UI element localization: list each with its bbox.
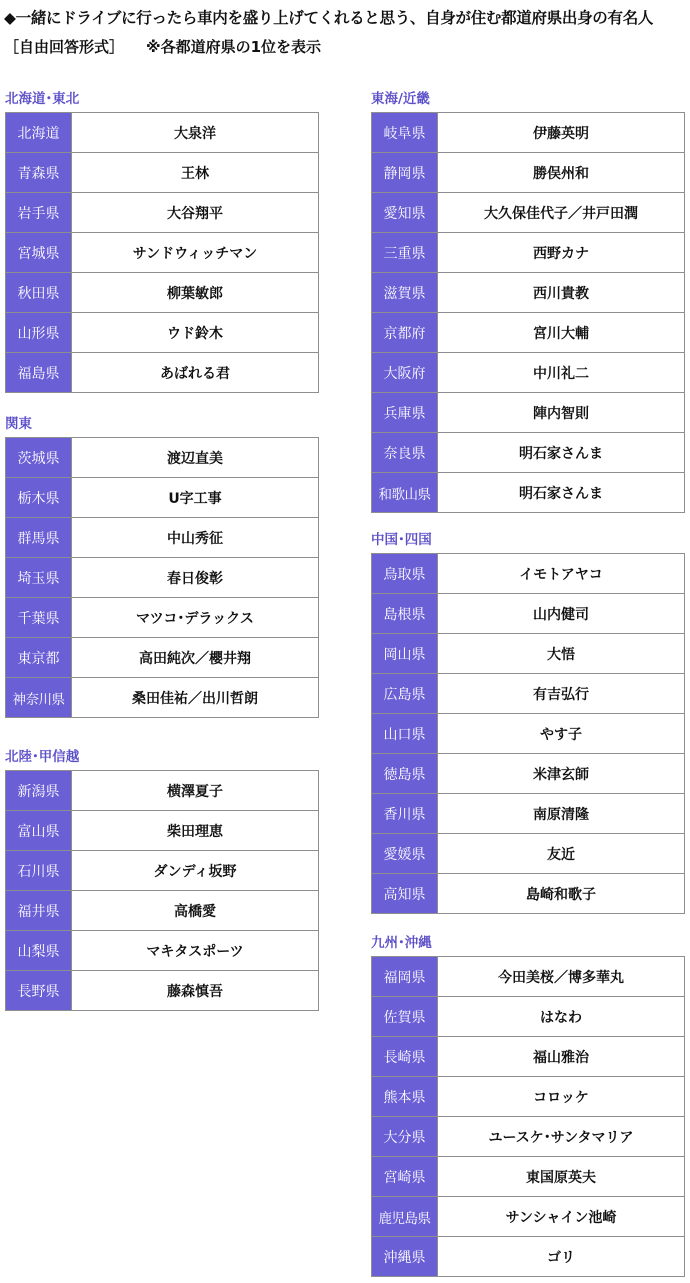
prefecture-cell: 広島県 [372, 674, 438, 713]
table-row [6, 971, 318, 1011]
table-row [6, 153, 318, 193]
celebrity-cell: マツコ･デラックス [72, 598, 318, 637]
prefecture-cell: 徳島県 [372, 754, 438, 793]
celebrity-cell: 明石家さんま [438, 433, 684, 472]
celebrity-cell: 渡辺直美 [72, 438, 318, 477]
celebrity-cell: 山内健司 [438, 594, 684, 633]
celebrity-cell: 友近 [438, 834, 684, 873]
celebrity-cell: 中川礼二 [438, 353, 684, 392]
table-row [372, 273, 684, 313]
prefecture-cell: 青森県 [6, 153, 72, 192]
prefecture-cell: 福岡県 [372, 957, 438, 996]
table-row [372, 1037, 684, 1077]
prefecture-cell: 山形県 [6, 313, 72, 352]
celebrity-cell: 大谷翔平 [72, 193, 318, 232]
celebrity-cell: ゴリ [438, 1237, 684, 1276]
region-title: 関東 [5, 416, 32, 432]
celebrity-cell: はなわ [438, 997, 684, 1036]
celebrity-cell: 大泉洋 [72, 113, 318, 152]
table-row [372, 1117, 684, 1157]
celebrity-cell: 今田美桜／博多華丸 [438, 957, 684, 996]
table-row [6, 598, 318, 638]
table-row [372, 1237, 684, 1277]
table-row [372, 1197, 684, 1237]
table-row [372, 674, 684, 714]
table-row [372, 473, 684, 513]
prefecture-cell: 山口県 [372, 714, 438, 753]
table-row [372, 554, 684, 594]
celebrity-cell: 勝俣州和 [438, 153, 684, 192]
prefecture-cell: 鹿児島県 [372, 1197, 438, 1236]
page-subtitle [4, 36, 321, 57]
prefecture-cell: 鳥取県 [372, 554, 438, 593]
prefecture-cell: 岐阜県 [372, 113, 438, 152]
table-row [372, 1157, 684, 1197]
prefecture-cell: 福井県 [6, 891, 72, 930]
table-row [372, 393, 684, 433]
prefecture-cell: 滋賀県 [372, 273, 438, 312]
region-block [5, 748, 319, 1011]
prefecture-cell: 兵庫県 [372, 393, 438, 432]
prefecture-cell: 島根県 [372, 594, 438, 633]
table-row [6, 478, 318, 518]
table-row [372, 1077, 684, 1117]
celebrity-cell: 明石家さんま [438, 473, 684, 512]
celebrity-cell: やす子 [438, 714, 684, 753]
table-row [372, 193, 684, 233]
table-row [6, 678, 318, 718]
prefecture-cell: 岡山県 [372, 634, 438, 673]
table-row [6, 811, 318, 851]
table-row [6, 638, 318, 678]
table-row [372, 153, 684, 193]
region-title: 九州･沖縄 [371, 935, 432, 951]
table-row [6, 771, 318, 811]
prefecture-cell: 熊本県 [372, 1077, 438, 1116]
prefecture-cell: 宮城県 [6, 233, 72, 272]
prefecture-cell: 長崎県 [372, 1037, 438, 1076]
table-row [372, 874, 684, 914]
celebrity-cell: 高橋愛 [72, 891, 318, 930]
table-row [372, 233, 684, 273]
table-row [372, 113, 684, 153]
prefecture-cell: 高知県 [372, 874, 438, 913]
table-row [372, 997, 684, 1037]
region-block [371, 90, 685, 513]
region-title: 北海道･東北 [5, 91, 80, 107]
table-row [372, 754, 684, 794]
region-block [371, 934, 685, 1277]
table-row [6, 558, 318, 598]
prefecture-cell: 三重県 [372, 233, 438, 272]
celebrity-cell: イモトアヤコ [438, 554, 684, 593]
prefecture-cell: 京都府 [372, 313, 438, 352]
celebrity-cell: 藤森慎吾 [72, 971, 318, 1010]
region-table [5, 112, 319, 393]
answer-format-label: ［自由回答形式］ [4, 38, 125, 56]
table-row [6, 438, 318, 478]
region-block [5, 415, 319, 718]
table-row [6, 313, 318, 353]
table-row [6, 193, 318, 233]
prefecture-cell: 新潟県 [6, 771, 72, 810]
note-label: ※各都道府県の1位を表示 [146, 38, 322, 56]
celebrity-cell: 宮川大輔 [438, 313, 684, 352]
celebrity-cell: 高田純次／櫻井翔 [72, 638, 318, 677]
celebrity-cell: マキタスポーツ [72, 931, 318, 970]
table-row [372, 594, 684, 634]
prefecture-cell: 長野県 [6, 971, 72, 1010]
celebrity-cell: 横澤夏子 [72, 771, 318, 810]
prefecture-cell: 埼玉県 [6, 558, 72, 597]
region-table [371, 112, 685, 513]
prefecture-cell: 福島県 [6, 353, 72, 392]
table-row [6, 113, 318, 153]
prefecture-cell: 北海道 [6, 113, 72, 152]
prefecture-cell: 奈良県 [372, 433, 438, 472]
celebrity-cell: 中山秀征 [72, 518, 318, 557]
celebrity-cell: 伊藤英明 [438, 113, 684, 152]
region-block [5, 90, 319, 393]
table-row [6, 518, 318, 558]
celebrity-cell: 西野カナ [438, 233, 684, 272]
table-row [372, 957, 684, 997]
prefecture-cell: 栃木県 [6, 478, 72, 517]
region-title: 北陸･甲信越 [5, 749, 80, 765]
table-row [372, 433, 684, 473]
celebrity-cell: 島崎和歌子 [438, 874, 684, 913]
prefecture-cell: 秋田県 [6, 273, 72, 312]
celebrity-cell: 陣内智則 [438, 393, 684, 432]
celebrity-cell: 西川貴教 [438, 273, 684, 312]
prefecture-cell: 富山県 [6, 811, 72, 850]
prefecture-cell: 静岡県 [372, 153, 438, 192]
celebrity-cell: 大悟 [438, 634, 684, 673]
prefecture-cell: 茨城県 [6, 438, 72, 477]
table-row [372, 834, 684, 874]
prefecture-cell: 石川県 [6, 851, 72, 890]
table-row [6, 931, 318, 971]
region-title: 中国･四国 [371, 532, 432, 548]
page-title: ◆一緒にドライブに行ったら車内を盛り上げてくれると思う、自身が住む都道府県出身の有名人 [4, 9, 654, 27]
prefecture-cell: 愛知県 [372, 193, 438, 232]
celebrity-cell: 東国原英夫 [438, 1157, 684, 1196]
celebrity-cell: コロッケ [438, 1077, 684, 1116]
prefecture-cell: 千葉県 [6, 598, 72, 637]
region-table [371, 553, 685, 914]
prefecture-cell: 神奈川県 [6, 678, 72, 717]
prefecture-cell: 山梨県 [6, 931, 72, 970]
celebrity-cell: 大久保佳代子／井戸田潤 [438, 193, 684, 232]
region-table [5, 770, 319, 1011]
celebrity-cell: サンドウィッチマン [72, 233, 318, 272]
celebrity-cell: U字工事 [72, 478, 318, 517]
table-row [372, 634, 684, 674]
prefecture-cell: 沖縄県 [372, 1237, 438, 1276]
celebrity-cell: ユースケ･サンタマリア [438, 1117, 684, 1156]
celebrity-cell: 米津玄師 [438, 754, 684, 793]
prefecture-cell: 和歌山県 [372, 473, 438, 512]
region-table [371, 956, 685, 1277]
prefecture-cell: 群馬県 [6, 518, 72, 557]
prefecture-cell: 大阪府 [372, 353, 438, 392]
table-row [372, 353, 684, 393]
prefecture-cell: 岩手県 [6, 193, 72, 232]
table-row [6, 353, 318, 393]
celebrity-cell: 桑田佳祐／出川哲朗 [72, 678, 318, 717]
table-row [6, 891, 318, 931]
celebrity-cell: 王林 [72, 153, 318, 192]
region-table [5, 437, 319, 718]
table-row [372, 794, 684, 834]
region-block [371, 531, 685, 914]
celebrity-cell: あばれる君 [72, 353, 318, 392]
celebrity-cell: 柴田理恵 [72, 811, 318, 850]
prefecture-cell: 大分県 [372, 1117, 438, 1156]
table-row [6, 851, 318, 891]
celebrity-cell: 柳葉敏郎 [72, 273, 318, 312]
table-row [372, 313, 684, 353]
celebrity-cell: 福山雅治 [438, 1037, 684, 1076]
celebrity-cell: ダンディ坂野 [72, 851, 318, 890]
region-title: 東海/近畿 [371, 91, 430, 107]
table-row [6, 273, 318, 313]
prefecture-cell: 東京都 [6, 638, 72, 677]
prefecture-cell: 宮崎県 [372, 1157, 438, 1196]
celebrity-cell: サンシャイン池崎 [438, 1197, 684, 1236]
celebrity-cell: ウド鈴木 [72, 313, 318, 352]
prefecture-cell: 香川県 [372, 794, 438, 833]
celebrity-cell: 南原清隆 [438, 794, 684, 833]
table-row [372, 714, 684, 754]
celebrity-cell: 春日俊彰 [72, 558, 318, 597]
table-row [6, 233, 318, 273]
prefecture-cell: 佐賀県 [372, 997, 438, 1036]
prefecture-cell: 愛媛県 [372, 834, 438, 873]
celebrity-cell: 有吉弘行 [438, 674, 684, 713]
